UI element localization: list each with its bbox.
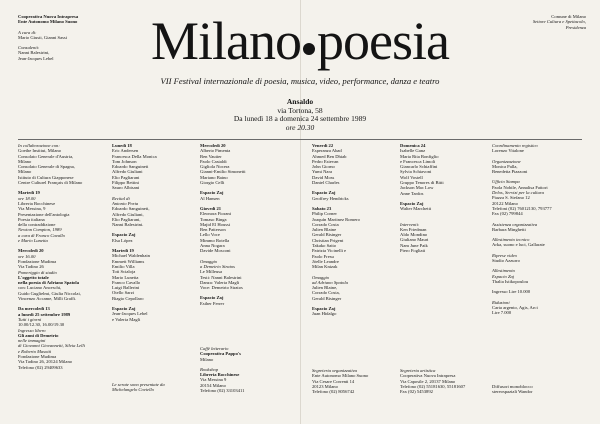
event-line: e Mario Lunetta xyxy=(18,238,48,244)
curated-label: A cura di: xyxy=(18,29,37,35)
performer: Franco Cavallo xyxy=(112,279,141,285)
performer: Ben Patterson xyxy=(200,227,226,233)
performer: Mariano Baino xyxy=(200,174,228,180)
performer: Tomaso Binga xyxy=(200,216,227,222)
performer: Daniel Charles xyxy=(312,180,340,186)
zaj-label: Espacio Zaj xyxy=(112,306,136,312)
performer: e Francesca Limoli xyxy=(400,158,436,164)
title-part1: Milano xyxy=(151,11,302,71)
venue-address: via Tortona, 58 xyxy=(277,105,323,115)
credit-label: Assistenza organizzativa xyxy=(492,221,538,227)
performer: Gerald Bisinger xyxy=(312,232,342,238)
event-line: Guido Guglielmi, Giulia Niccolai, xyxy=(18,290,81,296)
secretariat-line: Ente Autonomo Milano Suono xyxy=(312,373,369,379)
cafe-bookshop xyxy=(200,346,244,393)
bookshop-line: 20154 Milano xyxy=(200,382,226,388)
performer: Al Hansen xyxy=(200,195,220,201)
speakers-credit xyxy=(492,384,533,395)
event-day: Mercoledì 20 xyxy=(200,143,226,148)
performer: Emilio Villa xyxy=(112,263,135,269)
homage-line: Corrado Costa, xyxy=(312,290,340,296)
credit-label: Allestimento tecnico xyxy=(492,237,530,243)
performer: Mimmo Rotella xyxy=(200,237,230,243)
cafe-name: Cooperativa Pappo's xyxy=(200,351,241,357)
performer: Jöelle Leandre xyxy=(312,258,339,264)
performer: Giorgio Celli xyxy=(200,180,225,186)
collab-label: In collaborazione con: xyxy=(18,143,60,148)
performer: Alberto Pimenta xyxy=(200,148,231,154)
credit-value: Paola Nobile, Annalisa Fattori xyxy=(492,184,548,190)
performer: Maria Rita Bonfiglio xyxy=(400,153,439,159)
performer: Majid El Houssi xyxy=(200,221,231,227)
performer: Christian Prigent xyxy=(312,237,344,243)
secretariat-art xyxy=(400,368,465,394)
credit-label: Delos, Servizi per la cultura xyxy=(492,190,544,196)
performer: Sylvia Schiavoni xyxy=(400,169,432,175)
performer: Filippo Bettini xyxy=(112,180,139,186)
performer: Yumi Nara xyxy=(312,169,333,175)
performer: Emmett Williams xyxy=(112,258,145,264)
credit-label: Ufficio Stampa xyxy=(492,179,520,185)
zaj-label: Espacio Zaj xyxy=(312,306,336,312)
collab-line: Centre Culturel Français di Milano xyxy=(18,180,83,186)
performer: Edoardo Sanguineti, xyxy=(112,206,150,212)
performer: Edoardo Sanguineti xyxy=(112,164,149,170)
secretariat-line: Telefono (02) 8056742 xyxy=(312,389,355,395)
performer: Walter Marchetti xyxy=(400,206,432,212)
event-day: a lunedì 25 settembre 1989 xyxy=(18,311,71,317)
performer: Gigliola Nocera xyxy=(200,164,230,170)
event-day: Giovedì 21 xyxy=(200,205,222,211)
homage-name: ad Adriano Spatola xyxy=(312,279,348,285)
secretariat-label: Segreteria organizzativa xyxy=(312,368,357,373)
collab-line: Milano xyxy=(18,169,32,175)
presenter-line: Le serate sono presentate da xyxy=(112,382,165,387)
intervention: Giuliano Mauri xyxy=(400,237,429,243)
title-part2: poesia xyxy=(317,11,449,71)
performer: Jackson Mac Low xyxy=(400,185,434,191)
theme-label: Recital di xyxy=(112,195,130,201)
homage-label: Omaggio xyxy=(200,258,218,264)
column-2 xyxy=(112,143,157,322)
event-day: Domenica 24 xyxy=(400,143,426,148)
credit-value: Lorenzo Vitalone xyxy=(492,148,524,154)
collab-line: Consolato Generale d'Austria, xyxy=(18,153,74,159)
festival-title xyxy=(100,12,500,70)
performer: Toti Scialoja xyxy=(112,269,136,275)
event-time: ore 18.00 xyxy=(18,195,36,201)
homage-line: Danza: Valeria Magli xyxy=(200,279,240,285)
event-line: Presentazione dell'antologia xyxy=(18,211,70,217)
event-day: Venerdì 22 xyxy=(312,143,334,148)
event-line: Gli anni di Demetrio xyxy=(18,332,59,338)
divider xyxy=(18,139,582,140)
performer: Julien Blaine xyxy=(312,227,337,233)
performer: Davide Mosconi xyxy=(200,248,231,254)
org-line: Cooperativa Nuova Intrapresa xyxy=(18,14,79,19)
venue-name: Ansaldo xyxy=(286,97,314,106)
curated-by: Mario Giusti, Gianni Sassi xyxy=(18,34,67,40)
column-1 xyxy=(18,143,85,370)
homage-label: Omaggio xyxy=(312,274,330,280)
homage-line: Le Milleusa xyxy=(200,269,223,275)
event-day: Mercoledì 20 xyxy=(18,248,44,254)
credit-label: Espacio Zaj xyxy=(492,273,515,279)
performer: Jean-Jacques Lebel xyxy=(112,311,148,317)
performer: Milan Knizak xyxy=(312,264,338,270)
credit-value: Studio Azzurro xyxy=(492,258,520,264)
zaj-label: Espacio Zaj xyxy=(312,190,336,196)
presidency: Presidenza xyxy=(565,24,586,30)
column-3 xyxy=(200,143,246,306)
credit-value: Thalia Istikopoulou xyxy=(492,278,529,284)
credit-label: Allestimento xyxy=(492,268,515,274)
event-day: Martedì 19 xyxy=(18,190,40,196)
collab-line: Goethe Institut, Milano xyxy=(18,148,61,154)
event-day: Martedì 19 xyxy=(112,248,134,254)
performer: Elio Pagliarani xyxy=(112,174,140,180)
municipality: Comune di Milano xyxy=(551,14,586,19)
performer: Elio Pagliarani, xyxy=(112,216,141,222)
event-line: della contraddizione xyxy=(18,222,56,228)
homage-line: Julien Blaine, xyxy=(312,285,338,291)
event-line: 10.00/12.30, 16.00/19.30 xyxy=(18,322,65,328)
performer: Wolf Vostell xyxy=(400,174,423,180)
homage-name: a Demetrio Stratos xyxy=(200,263,235,269)
department: Settore Cultura e Spettacolo, xyxy=(532,19,586,25)
performer: Sauro Albisani xyxy=(112,185,140,191)
performer: Tom Johnson xyxy=(112,158,137,164)
performer: John Giorno xyxy=(312,164,335,170)
event-line: Pomeriggio di studio xyxy=(18,269,57,275)
performer: Gianni-Emilio Simonetti xyxy=(200,169,246,175)
theme-name: Antonio Porta xyxy=(112,200,139,206)
performer: Biagio Cepollaro xyxy=(112,295,144,301)
header-left xyxy=(18,14,78,61)
header-right xyxy=(520,14,586,30)
performer: e Valeria Magli xyxy=(112,316,141,322)
consultants-label: Consulenti: xyxy=(18,45,40,51)
performer: David Moss xyxy=(312,174,335,180)
secretariat-line: 20123 Milano xyxy=(312,383,338,389)
art-secretariat-label: Segreteria artistica xyxy=(400,368,436,373)
performer: Elsa López xyxy=(112,237,133,243)
speakers-line: stereospaziali Wandor xyxy=(492,389,533,395)
event-line: Ingresso libero xyxy=(18,327,46,333)
credit-label: Coordinamento registico xyxy=(492,143,538,148)
column-6 xyxy=(492,143,552,315)
performer: Francesca Della Monica xyxy=(112,153,157,159)
performer: Anne Tardos xyxy=(400,190,424,196)
venue-block xyxy=(170,98,430,132)
performer: Geoffrey Hendricks xyxy=(312,195,349,201)
performer: Gruppo Tenores di Bitti xyxy=(400,180,444,186)
event-line: e Roberto Masotti xyxy=(18,348,52,354)
art-secretariat-line: Cooperativa Nuova Intrapresa xyxy=(400,373,456,379)
performer: Eleonora Fiorani xyxy=(200,211,231,217)
credit-value: 20122 Milano xyxy=(492,200,518,206)
performer: Anna Nogara xyxy=(200,243,225,249)
collab-line: Istituto di Cultura Giapponese xyxy=(18,174,74,180)
event-line: Telefono (02) 29409633 xyxy=(18,364,63,370)
secretariat-line: Via Cesare Correnti 14 xyxy=(312,378,355,384)
performer: Patrizia Vicinelli e xyxy=(312,248,347,254)
venue-time: ore 20.30 xyxy=(285,122,315,132)
art-secretariat-line: Fax (02) 5453892 xyxy=(400,389,433,395)
event-line: nella poesia di Adriano Spatola xyxy=(18,280,80,286)
bookshop-name: Libreria Bocchinese xyxy=(200,372,240,378)
cafe-city: Milano xyxy=(200,356,214,362)
presenter-line: Michelangelo Coviello xyxy=(112,387,154,393)
intervention: Aldo Mondino xyxy=(400,232,428,238)
intervention: Piero Fogliati xyxy=(400,248,426,254)
credit-label: Riduzioni xyxy=(492,299,510,305)
consultant: Nanni Balestrini, xyxy=(18,50,50,56)
credit-value: Monica Palla, xyxy=(492,163,518,169)
bookshop-line: Via Messina 9 xyxy=(200,377,227,383)
org-line: Ente Autonomo Milano Suono xyxy=(18,19,78,25)
performer: Mario Lunetta xyxy=(112,274,139,280)
event-line: di Giovanni Giovannetti, Silvia Lelli xyxy=(18,343,85,349)
art-secretariat-line: Telefono (02) 55181630, 55181607 xyxy=(400,383,466,389)
intervention: Ken Friedman xyxy=(400,226,427,232)
event-line: Vincenzo Accame, Milli Graffi. xyxy=(18,296,77,302)
event-line: Newton Compton, 1989 xyxy=(18,227,62,233)
performer: Paolo Castaldi xyxy=(200,158,227,164)
performer: Takako Saito xyxy=(312,243,337,249)
interventions-label: Interventi: xyxy=(400,221,420,227)
event-day: Sabato 23 xyxy=(312,205,332,211)
event-line: Via Tadino 26 xyxy=(18,264,44,270)
performer: Juan Hidalgo xyxy=(312,311,337,317)
performer: Philip Corner xyxy=(312,211,337,217)
event-line: L'oggetto totale xyxy=(18,274,49,280)
cafe-label: Caffè letterario xyxy=(200,346,229,351)
presenter-note xyxy=(112,382,165,393)
event-line: Libreria Bocchinese xyxy=(18,200,56,206)
event-line: Via Messina, 9 xyxy=(18,206,46,212)
secretariat-org xyxy=(312,368,368,394)
homage-line: Testi: Nanni Balestrini xyxy=(200,274,242,280)
zaj-label: Espacio Zaj xyxy=(400,200,424,206)
event-line: Fondazione Mudima xyxy=(18,353,57,359)
title-dot xyxy=(303,43,315,55)
event-line: Tutti i giorni xyxy=(18,316,42,322)
bookshop-label: Bookshop xyxy=(200,366,219,372)
zaj-label: Espacio Zaj xyxy=(112,232,136,238)
performer: Ahmed Ben Dhiab xyxy=(312,153,347,159)
performer: Lello Voce xyxy=(200,232,220,238)
credit-label: Riprese video xyxy=(492,252,517,258)
performer: Esperanza Abad xyxy=(312,148,342,154)
credit-value: Carta argento, Agis, Arci xyxy=(492,304,538,310)
performer: Paolo Fresu xyxy=(312,253,334,259)
performer: Ben Vautier xyxy=(200,153,222,159)
performer: Esther Ferrer xyxy=(200,300,225,306)
entry-price: Ingresso Lire 10.000 xyxy=(492,289,531,295)
performer: Giancarlo Schiaffini xyxy=(400,164,438,170)
credit-value: Arka, suono e luci, Gallarate xyxy=(492,242,545,248)
event-line: Fondazione Mudima xyxy=(18,258,57,264)
performer: Eric Andersen xyxy=(112,148,139,154)
credit-value: Barbara Minghetti xyxy=(492,226,526,232)
zaj-label: Espacio Zaj xyxy=(200,295,224,301)
credit-value: Telefoni (02) 76012130, 793777 xyxy=(492,205,552,211)
speakers-line: Diffusori monoblocco xyxy=(492,384,533,389)
performer: Joaquín Martinez Romero xyxy=(312,216,360,222)
performer: Michael Waldenhain xyxy=(112,253,150,259)
performer: Alfredo Giuliani xyxy=(112,169,143,175)
credit-value: Fax (02) 799844 xyxy=(492,211,523,217)
column-5 xyxy=(400,143,444,253)
event-line: a cura di Franco Cavallo xyxy=(18,232,65,238)
intervention: Nam June Paik xyxy=(400,242,428,248)
event-line: con: Luciano Anceschi, xyxy=(18,285,62,291)
performer: Otello Sarzi xyxy=(112,290,135,296)
zaj-label: Espacio Zaj xyxy=(200,190,224,196)
venue-dates: Da lunedì 18 a domenica 24 settembre 1989 xyxy=(233,114,367,124)
collab-line: Consolato Generale di Spagna, xyxy=(18,164,75,170)
credit-value: Lire 7.000 xyxy=(492,310,512,316)
performer: Nanni Balestrini. xyxy=(112,222,144,228)
bookshop-line: Telefono (02) 33103411 xyxy=(200,388,245,394)
performer: Luigi Ballerini xyxy=(112,285,140,291)
event-line: Poesia italiana xyxy=(18,216,45,222)
event-day: Da mercoledì 13 xyxy=(18,306,50,312)
collab-line: Milano xyxy=(18,158,32,164)
credit-value: Benedetta Piazzoni xyxy=(492,169,528,175)
art-secretariat-line: Via Caposile 2, 20137 Milano xyxy=(400,378,456,384)
festival-subtitle: VII Festival internazionale di poesia, musica, video, performance, danza e teatro xyxy=(160,76,440,86)
event-time: ore 16.00 xyxy=(18,253,36,259)
event-line: nelle immagini xyxy=(18,338,46,344)
consultant: Jean-Jacques Lebel xyxy=(18,55,54,61)
column-4 xyxy=(312,143,360,317)
performer: Isabelle Ganz xyxy=(400,148,426,154)
credit-label: Organizzazione xyxy=(492,158,521,164)
event-line: Via Tadino 26, 20124 Milano xyxy=(18,359,73,365)
performer: Alfredo Giuliani, xyxy=(112,211,144,217)
credit-value: Piazza S. Stefano 12 xyxy=(492,195,530,201)
homage-line: Voce: Demetrio Stratos xyxy=(200,285,243,291)
homage-line: Gerald Bisinger xyxy=(312,295,342,301)
performer: Corrado Costa xyxy=(312,221,339,227)
performer: Pedro Estevan xyxy=(312,158,339,164)
event-day: Lunedì 18 xyxy=(112,143,132,148)
